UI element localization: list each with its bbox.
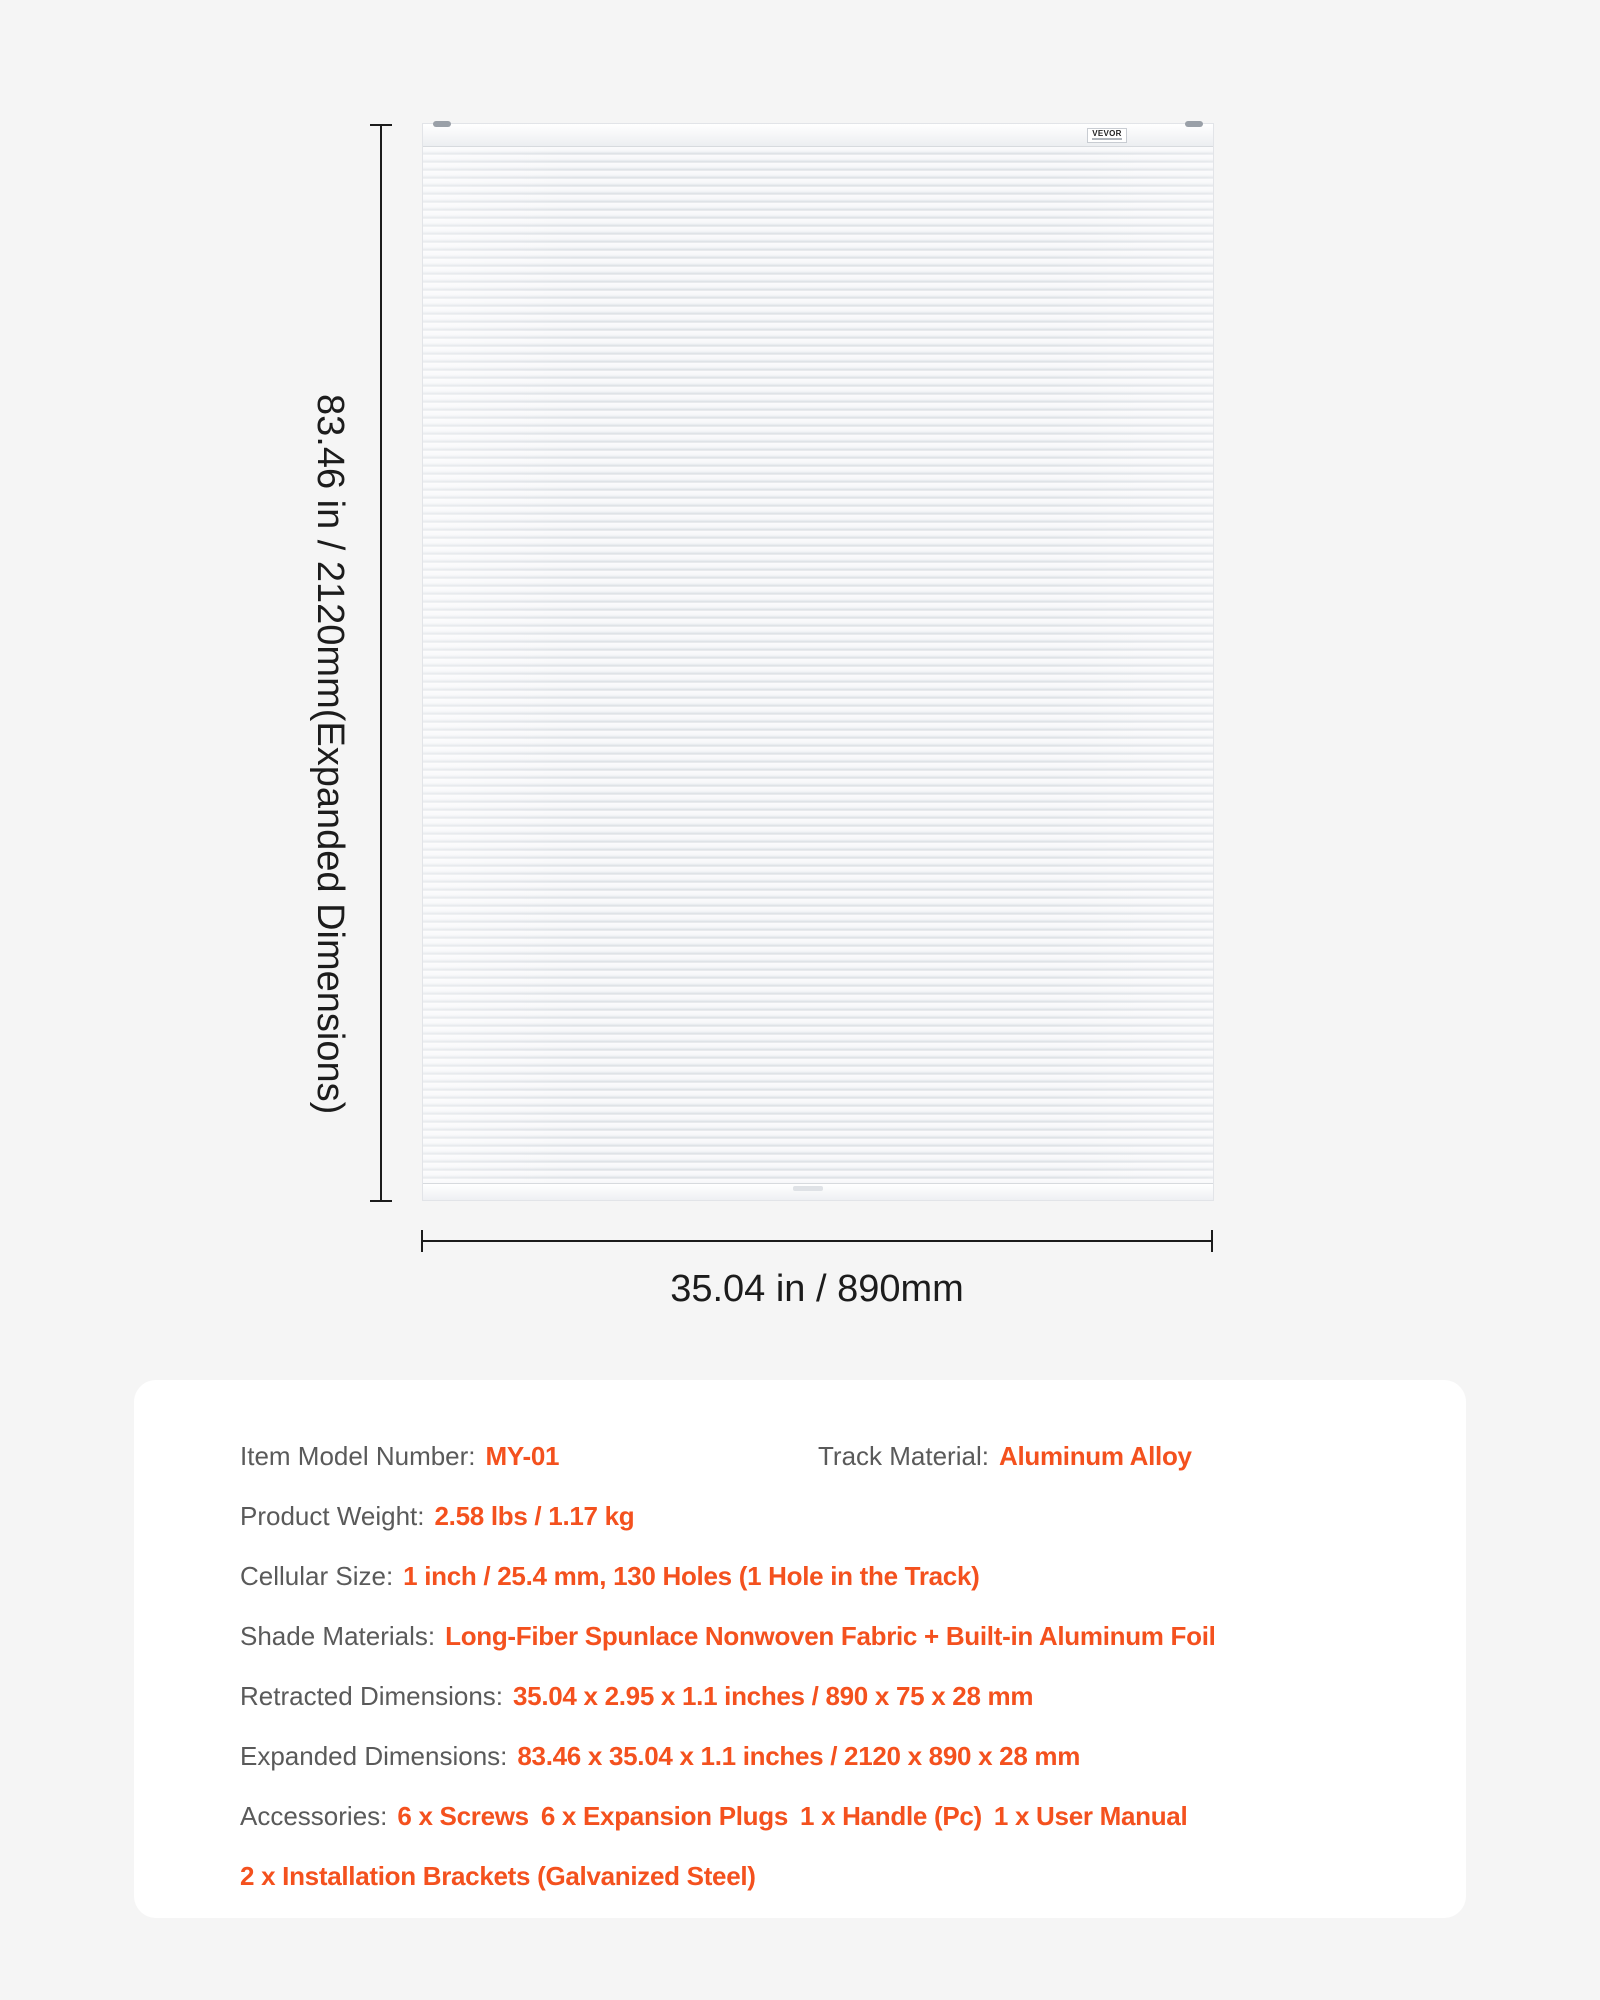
accessory-item: 2 x Installation Brackets (Galvanized Steel) — [240, 1861, 756, 1891]
height-dimension-tick-bottom — [370, 1200, 392, 1202]
spec-retracted-value: 35.04 x 2.95 x 1.1 inches / 890 x 75 x 28 mm — [513, 1681, 1034, 1711]
spec-expanded-row — [240, 1736, 1080, 1776]
spec-shade-materials-label: Shade Materials: — [240, 1621, 436, 1651]
shade-headrail — [423, 124, 1213, 147]
shade-bottom-rail — [423, 1183, 1213, 1200]
spec-accessories-row-2 — [240, 1856, 756, 1896]
spec-model-value: MY-01 — [485, 1441, 560, 1471]
spec-model-row — [240, 1436, 559, 1476]
spec-shade-materials-value: Long-Fiber Spunlace Nonwoven Fabric + Built-in Aluminum Foil — [445, 1621, 1216, 1651]
spec-retracted-row — [240, 1676, 1033, 1716]
spec-shade-materials-row — [240, 1616, 1216, 1656]
brand-logo — [1087, 128, 1127, 143]
height-dimension-line — [380, 124, 382, 1202]
accessory-item: 6 x Screws — [397, 1801, 529, 1831]
accessory-item: 1 x Handle (Pc) — [799, 1801, 982, 1831]
spec-weight-value: 2.58 lbs / 1.17 kg — [434, 1501, 635, 1531]
spec-weight-row — [240, 1496, 634, 1536]
width-dimension-label: 35.04 in / 890mm — [670, 1268, 964, 1310]
spec-cellular-size-label: Cellular Size: — [240, 1561, 394, 1591]
spec-retracted-label: Retracted Dimensions: — [240, 1681, 503, 1711]
spec-card — [134, 1380, 1466, 1918]
shade-fabric-highlight — [423, 147, 1213, 1184]
width-dimension-tick-left — [421, 1230, 423, 1252]
spec-track-material-value: Aluminum Alloy — [998, 1441, 1192, 1471]
spec-accessories-row — [240, 1796, 1187, 1836]
spec-expanded-label: Expanded Dimensions: — [240, 1741, 508, 1771]
spec-track-material-row — [818, 1436, 1192, 1476]
spec-track-material-label: Track Material: — [818, 1441, 989, 1471]
spec-cellular-size-row — [240, 1556, 979, 1596]
shade-handle — [793, 1186, 823, 1191]
accessory-item: 1 x User Manual — [993, 1801, 1188, 1831]
width-dimension-line — [421, 1240, 1213, 1242]
spec-weight-label: Product Weight: — [240, 1501, 425, 1531]
spec-cellular-size-value: 1 inch / 25.4 mm, 130 Holes (1 Hole in the Track) — [403, 1561, 980, 1591]
width-dimension-tick-right — [1211, 1230, 1213, 1252]
accessory-item: 6 x Expansion Plugs — [540, 1801, 788, 1831]
cellular-shade-image — [423, 124, 1213, 1200]
height-dimension-label: 83.46 in / 2120mm(Expanded Dimensions) — [309, 394, 351, 1115]
brand-logo-subline — [1092, 138, 1122, 140]
headrail-bracket-left — [433, 121, 451, 127]
spec-model-label: Item Model Number: — [240, 1441, 476, 1471]
headrail-bracket-right — [1185, 121, 1203, 127]
spec-expanded-value: 83.46 x 35.04 x 1.1 inches / 2120 x 890 x 28 mm — [517, 1741, 1081, 1771]
spec-accessories-label: Accessories: — [240, 1801, 388, 1831]
height-dimension-tick-top — [370, 124, 392, 126]
brand-logo-text: VEVOR — [1092, 129, 1122, 138]
